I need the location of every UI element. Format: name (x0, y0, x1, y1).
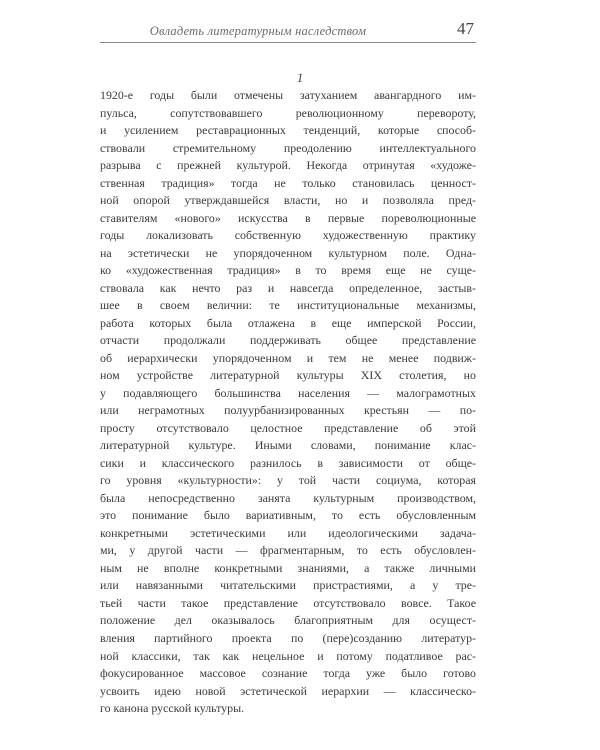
text-line: была непосредственно занята культурным производством, (100, 490, 476, 505)
text-line: тьей части такое представление отсутствовало вовсе. Такое (100, 595, 476, 610)
text-line: ставителям «нового» искусства в первые пореволюционные (100, 210, 476, 225)
section-number: 1 (296, 70, 304, 85)
text-line: 1920-е годы были отмечены затуханием авангардного им- (100, 88, 476, 102)
page-number: 47 (457, 19, 474, 38)
text-line: литературной культуре. Иными словами, понимание клас- (100, 438, 476, 453)
text-line: отчасти продолжали поддерживать общее представление (100, 333, 476, 348)
text-line: ко «художественная традиция» в то время еще не суще- (100, 263, 476, 278)
text-line: или неграмотных полуурбанизированных крестьян — по- (100, 403, 476, 418)
running-title: Овладеть литературным наследством (149, 24, 367, 38)
text-line: ной опорой утверждавшейся власти, но и позволяла пред- (100, 193, 476, 208)
text-line: у подавляющего большинства населения — малограмотных (100, 385, 476, 400)
text-line: пульса, сопутствовавшего революционному перевороту, (100, 105, 476, 120)
text-line: или навязанными читательскими пристрастиями, а у тре- (100, 578, 476, 593)
text-line: ной классики, так как нецельное и потому податливое рас- (100, 648, 476, 663)
text-line: ственная традиция» тогда не только становилась ценност- (100, 175, 476, 190)
text-line: усвоить идею новой эстетической иерархии — классическо- (100, 683, 476, 698)
text-line: на эстетически не упорядоченном культурном поле. Одна- (100, 245, 476, 260)
text-line: положение дел оказывалось благоприятным для осущест- (100, 613, 476, 628)
text-line: фокусированное массовое сознание тогда уже было готово (100, 666, 476, 681)
text-line: разрыва с прежней культурой. Некогда отринутая «художе- (100, 158, 476, 173)
text-line: работа которых была отлажена в еще имперской России, (100, 315, 476, 330)
text-line: шее в своем величии: те институциональные механизмы, (100, 298, 476, 313)
text-line: об иерархически упорядоченном и тем не менее подвиж- (100, 350, 476, 365)
text-line: и усилением реставрационных тенденций, которые способ- (100, 123, 476, 138)
text-line: ным не вполне конкретными знаниями, а также личными (100, 560, 476, 575)
text-line: конкретными эстетическими или идеологическими задача- (100, 525, 476, 540)
text-line: ми, у другой части — фрагментарным, то есть обусловлен- (100, 543, 476, 558)
text-line: ствовала как нечто раз и навсегда определенное, застыв- (100, 280, 476, 295)
body-paragraph (100, 87, 476, 718)
running-head (100, 20, 476, 43)
text-line: вления партийного проекта по (пере)созданию литератур- (100, 630, 476, 645)
text-line: ствовали стремительному преодолению интеллектуального (100, 140, 476, 155)
text-line: го уровня «культурности»: у той части социума, которая (100, 473, 476, 488)
text-line: просту отсутствовало целостное представление об этой (100, 420, 476, 435)
text-line: го канона русской культуры. (100, 701, 245, 716)
text-line: сики и классического разнилось в зависимости от обще- (100, 455, 476, 470)
text-line: годы локализовать собственную художественную практику (100, 228, 476, 243)
text-line: это понимание было вариативным, то есть обусловленным (100, 508, 476, 523)
text-line: ном устройстве литературной культуры XIX столетия, но (100, 368, 476, 383)
